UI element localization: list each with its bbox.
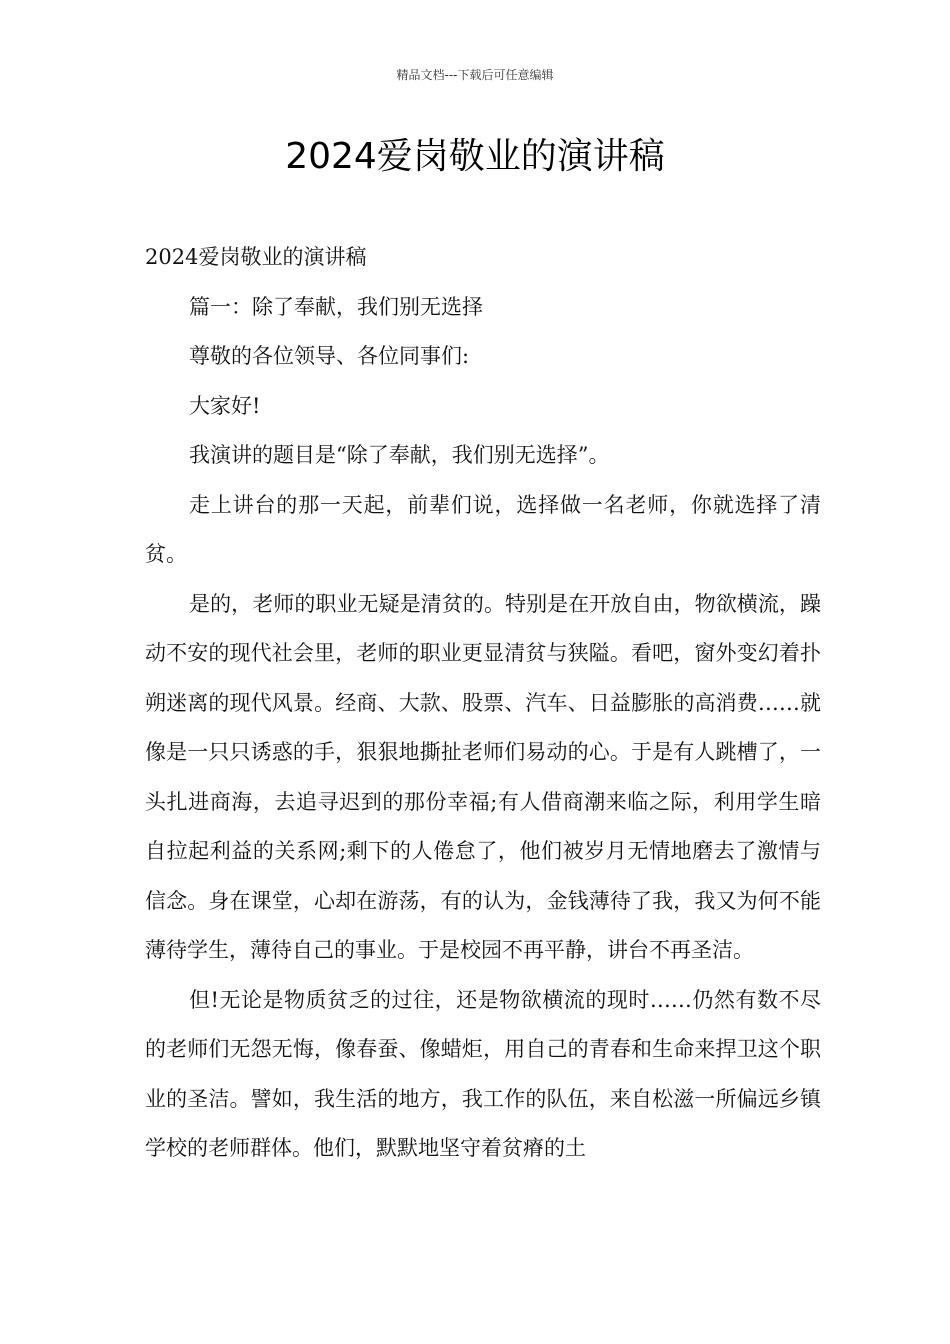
document-title: 2024爱岗敬业的演讲稿 (285, 136, 665, 177)
document-body (145, 233, 821, 1174)
page-header: 精品文档---下载后可任意编辑 (396, 68, 554, 82)
body-paragraph: 走上讲台的那一天起，前辈们说，选择做一名老师，你就选择了清贫。 (145, 492, 821, 566)
topic-paragraph: 我演讲的题目是“除了奉献，我们别无选择”。 (189, 443, 610, 467)
section-heading: 篇一：除了奉献，我们别无选择 (189, 294, 483, 319)
subtitle-paragraph: 2024爱岗敬业的演讲稿 (145, 245, 367, 269)
greeting-paragraph: 大家好! (189, 393, 261, 418)
body-paragraph: 但!无论是物质贫乏的过往，还是物欲横流的现时……仍然有数不尽的老师们无怨无悔，像春蚕、像蜡炬，用自己的青春和生命来捍卫这个职业的圣洁。譬如，我生活的地方，我工作的队伍，来自松滋一所偏远乡镇学校的老师群体。他们，默默地坚守着贫瘠的土 (145, 987, 821, 1160)
body-paragraph: 是的，老师的职业无疑是清贫的。特别是在开放自由，物欲横流，躁动不安的现代社会里，老师的职业更显清贫与狭隘。看吧，窗外变幻着扑朔迷离的现代风景。经商、大款、股票、汽车、日益膨胀的高消费……就像是一只只诱惑的手，狠狠地撕扯老师们易动的心。于是有人跳槽了，一头扎进商海，去追寻迟到的那份幸福;有人借商潮来临之际，利用学生暗自拉起利益的关系网;剩下的人倦怠了，他们被岁月无情地磨去了激情与信念。身在课堂，心却在游荡，有的认为，金钱薄待了我，我又为何不能薄待学生，薄待自己的事业。于是校园不再平静，讲台不再圣洁。 (145, 591, 821, 962)
salutation-paragraph: 尊敬的各位领导、各位同事们: (189, 344, 470, 368)
